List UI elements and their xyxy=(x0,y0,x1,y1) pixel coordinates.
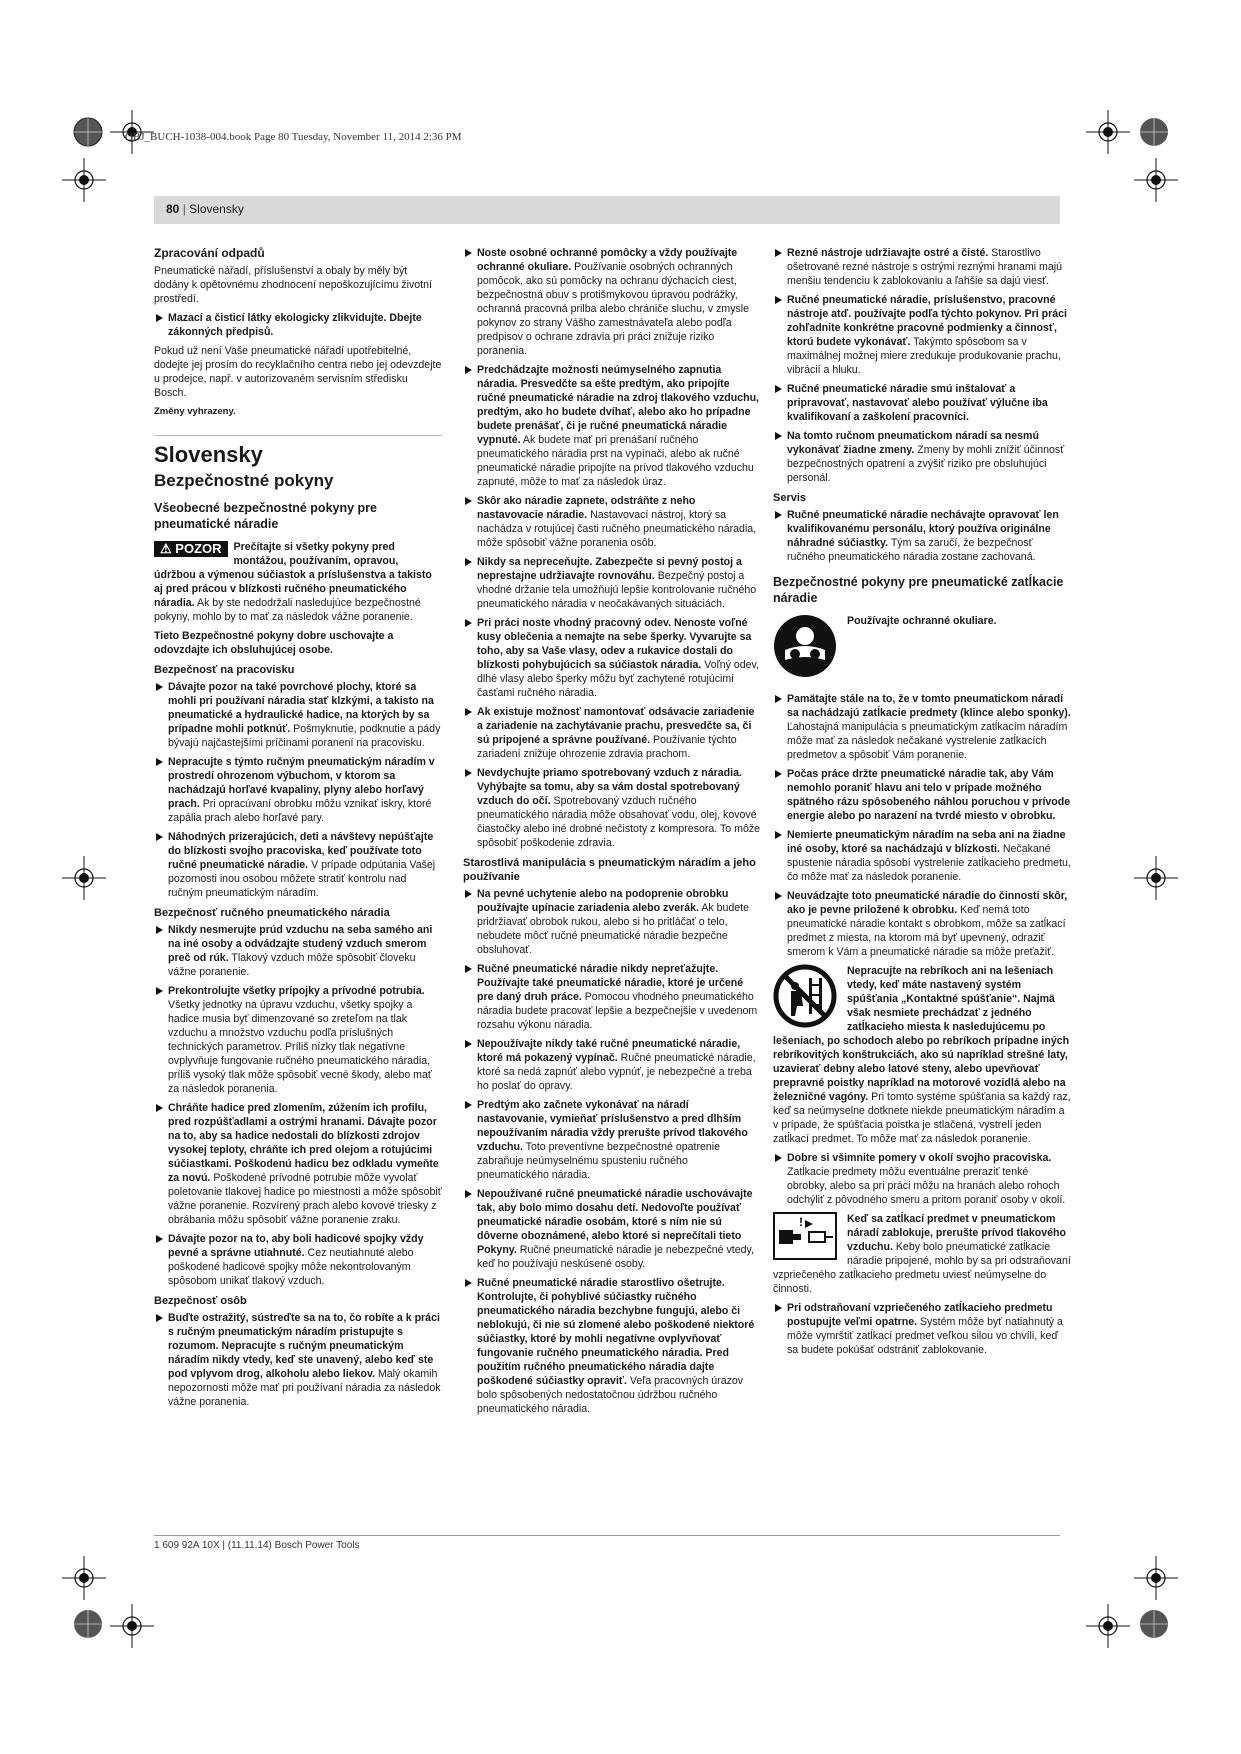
subsection-heading: Bezpečnosť osôb xyxy=(154,1295,247,1307)
blocked-nail-block: ! Keď sa zatĺkací predmet v pneumatickom náradí zablokuje, prerušte prívod tlakového vzduchu. Keby bolo pneumatické zatĺkacie náradie pripojené, mohlo by sa pri odstraňovaní vzpriečeného zatĺkacieho predmetu uviesť neúmyselne do činnosti. xyxy=(773,1213,1071,1295)
bullet-triangle-icon xyxy=(465,1101,472,1109)
warning-block xyxy=(154,540,442,624)
bullet-triangle-icon xyxy=(775,249,782,257)
registration-mark-top-left xyxy=(68,112,108,152)
bullet-triangle-icon xyxy=(156,758,163,766)
crosshair-mark xyxy=(1134,856,1178,900)
bullet-item: Nepracujte s týmto ručným pneumatickým náradím v prostredí ohrozenom výbuchom, v ktorom sa nachádzajú horľavé kvapaliny, plyny alebo horľavý prach. Pri opracúvaní obrobku môžu vznikať iskry, ktoré zapália prach alebo horľavé pary. xyxy=(154,755,442,825)
bullet-triangle-icon xyxy=(775,695,782,703)
crosshair-mark xyxy=(110,1604,154,1648)
section-heading: Bezpečnostné pokyny pre pneumatické zatĺkacie náradie xyxy=(773,575,1064,605)
ladder-warning-block: Nepracujte na rebríkoch ani na lešeniach vtedy, keď máte nastavený systém spúšťania „Kontaktné spúšťanie“. Najmä však nesmiete prechádzať z jedného zatĺkacieho miesta k nasledujúcemu po lešeniach, po schodoch alebo po rebríkoch prípadne iných rebríkovitých konštrukciách, ako sú napríklad strešné laty, uzavierať debny alebo latové steny, alebo upevňovať prepravné poistky napríklad na motorové vozidlá alebo na železničné vagóny. Pri tomto systéme spúšťania sa každý raz, keď sa neúmyselne dotknete niekde pneumatickým náradím a v prípade, že spúšťacia poistka je stlačená, vystrelí jeden zatĺkací predmet. To môže mať za následok poranenie. xyxy=(773,965,1071,1145)
warning-text-rest: Ak by ste nedodržali nasledujúce bezpečnostné pokyny, mohlo by to mať za následok vážne poranenie. xyxy=(154,597,421,623)
language-title: Slovensky xyxy=(154,435,442,462)
bullet-triangle-icon xyxy=(775,770,782,778)
subsection-heading: Servis xyxy=(773,492,807,504)
bullet-item: Nepoužívané ručné pneumatické náradie uschovávajte tak, aby bolo mimo dosahu detí. Nedovoľte používať pneumatické náradie osobám, ktoré s ním nie sú dôverne oboznámené, alebo ktoré si neprečítali tieto Pokyny. Ručné pneumatické náradie je nebezpečné vtedy, keď ho používajú neskúsené osoby. xyxy=(463,1187,761,1271)
crosshair-mark xyxy=(1134,158,1178,202)
safety-goggles-icon xyxy=(773,614,837,678)
bullet-item: Nemierte pneumatickým náradím na seba ani na žiadne iné osoby, ktoré sa nachádzajú v blízkosti. Nečakané spustenie náradia spôsobí vystrelenie zatĺkacieho predmetu, čo môže mať za následok poranenie. xyxy=(773,828,1071,884)
bullet-triangle-icon xyxy=(156,1314,163,1322)
bullet-triangle-icon xyxy=(465,890,472,898)
bullet-item: Dávajte pozor na to, aby boli hadicové spojky vždy pevné a správne utiahnuté. Cez neutiahnuté alebo poškodené hadicové spojky môže nekontrolovaným spôsobom unikať tlakový vzduch. xyxy=(154,1232,442,1288)
crosshair-mark xyxy=(62,856,106,900)
bullet-item: Na pevné uchytenie alebo na podoprenie obrobku používajte upínacie zariadenia alebo zverák. Ak budete pridržiavať obrobok rukou, alebo si ho pritláčať o telo, nebudete môcť ručné pneumatické náradie bezpečne obsluhovať. xyxy=(463,887,761,957)
bullet-triangle-icon xyxy=(775,432,782,440)
bullet-item: Pri práci noste vhodný pracovný odev. Nenoste voľné kusy oblečenia a nemajte na sebe šperky. Vyvarujte sa toho, aby sa Vaše vlasy, odev a rukavice dostali do blízkosti pohybujúcich sa súčiastok náradia. Voľný odev, dlhé vlasy alebo šperky môžu byť zachytené rotujúcimi časťami ručného náradia. xyxy=(463,616,761,700)
svg-text:!: ! xyxy=(799,1215,803,1229)
page-number: 80 xyxy=(166,202,180,216)
bullet-triangle-icon xyxy=(775,385,782,393)
bullet-triangle-icon xyxy=(156,314,163,322)
crosshair-mark xyxy=(1086,110,1130,154)
bullet-item: Neuvádzajte toto pneumatické náradie do činnosti skôr, ako je pevne priložené k obrobku. Keď nemá toto pneumatické náradie kontakt s obrobkom, môže sa zatĺkací predmet z miesta, na ktorom má byť upevnený, odraziť smerom k Vám a pneumatické náradie sa môže preťažiť. xyxy=(773,889,1071,959)
section-heading: Zpracování odpadů xyxy=(154,246,265,260)
bullet-item: Ručné pneumatické náradie, príslušenstvo, pracovné nástroje atď. používajte podľa týchto pokynov. Pri práci zohľadnite konkrétne pracovné podmienky a činnosť, ktorú budete vykonávať. Takýmto spôsobom sa v maximálnej možnej miere zredukuje produkovanie prachu, vibrácií a hluku. xyxy=(773,293,1071,377)
subsection-heading: Bezpečnosť na pracovisku xyxy=(154,664,295,676)
bullet-item: Dávajte pozor na také povrchové plochy, ktoré sa mohli pri používaní náradia stať klzkými, a takisto na pneumatické a hydraulické hadice, na ktorých by sa prípadne mohli potknúť. Pošmyknutie, podknutie a pády bývajú najčastejšími príčinami poranení na pracovisku. xyxy=(154,680,442,750)
subsection-heading: Starostlivá manipulácia s pneumatickým náradím a jeho používanie xyxy=(463,857,756,883)
bullet-item: Noste osobné ochranné pomôcky a vždy používajte ochranné okuliare. Používanie osobných ochranných pomôcok, ako sú pomôcky na ochranu dýchacích ciest, bezpečnostná obuv s protišmykovou úpravou podrážky, ochranná pracovná prilba alebo chrániče sluchu, v zmysle pokynov zo strany Vášho zamestnávateľa alebo podľa predpisov o ochrane zdravia pri práci znižuje riziko poranenia. xyxy=(463,246,761,358)
header-language: Slovensky xyxy=(189,202,244,216)
bullet-item: Mazací a čisticí látky ekologicky zlikvidujte. Dbejte zákonných předpisů. xyxy=(154,311,442,339)
registration-mark-bottom-right xyxy=(1134,1604,1174,1644)
registration-mark-top-right xyxy=(1134,112,1174,152)
bullet-triangle-icon xyxy=(465,769,472,777)
bullet-triangle-icon xyxy=(775,511,782,519)
bullet-item: Ručné pneumatické náradie nikdy nepreťažujte. Používajte také pneumatické náradie, ktoré je určené pre daný druh práce. Pomocou vhodného pneumatického náradia budete pracovať lepšie a bezpečnejšie v uvedenom rozsahu výkonu náradia. xyxy=(463,962,761,1032)
warning-text: Prečítajte si všetky pokyny pred montážou, používaním, opravou, údržbou a výmenou súčiastok a príslušenstva a takisto aj pred prácou v blízkosti ručného pneumatického náradia. xyxy=(154,541,432,609)
bullet-item: Náhodných prizerajúcich, deti a návštevy nepúšťajte do blízkosti svojho pracoviska, keď používate toto ručné pneumatické náradie. V prípade odpútania Vašej pozornosti inou osobou môžete stratiť kontrolu nad ručným pneumatickým náradím. xyxy=(154,830,442,900)
bullet-item: Nepoužívajte nikdy také ručné pneumatické náradie, ktoré má pokazený vypínač. Ručné pneumatické náradie, ktoré sa nedá zapnúť alebo vypnúť, je nebezpečné a treba ho poslať do opravy. xyxy=(463,1037,761,1093)
bullet-triangle-icon xyxy=(156,1104,163,1112)
bullet-triangle-icon xyxy=(775,892,782,900)
bullet-item: Dobre si všimnite pomery v okolí svojho pracoviska. Zatĺkacie predmety môžu eventuálne preraziť tenké obrobky, alebo sa pri práci môžu na hranách alebo rohoch odchýliť z pôvodného smeru a pritom poraniť osoby v okolí. xyxy=(773,1151,1071,1207)
bullet-triangle-icon xyxy=(465,708,472,716)
goggles-text: Používajte ochranné okuliare. xyxy=(847,615,997,627)
bullet-triangle-icon xyxy=(465,1040,472,1048)
bullet-item: Skôr ako náradie zapnete, odstráňte z neho nastavovacie náradie. Nastavovací nástroj, ktorý sa nachádza v rotujúcej časti ručného pneumatického náradia, môže spôsobiť vážne poranenia osôb. xyxy=(463,494,761,550)
column-2 xyxy=(463,246,761,1421)
disconnect-air-icon xyxy=(773,1212,837,1260)
bullet-item: Počas práce držte pneumatické náradie tak, aby Vám nemohlo poraniť hlavu ani telo v prípade možného spätného rázu spôsobeného náhlou poruchou v prívode energie alebo po narazení na tvrdé miesto v obrobku. xyxy=(773,767,1071,823)
bullet-item: Nevdychujte priamo spotrebovaný vzduch z náradia. Vyhýbajte sa tomu, aby sa vám dostal spotrebovaný vzduch do očí. Spotrebovaný vzduch ručného pneumatického náradia môže obsahovať vodu, olej, kovové čiastočky alebo iné drobné nečistoty z kompresora. To môže spôsobiť poškodenie zdravia. xyxy=(463,766,761,850)
crosshair-mark xyxy=(1086,1604,1130,1648)
page-header xyxy=(154,196,1060,224)
bullet-triangle-icon xyxy=(465,497,472,505)
bullet-item: Ak existuje možnosť namontovať odsávacie zariadenie a zariadenie na zachytávanie prachu, presvedčte sa, či sú pripojené a správne používané. Používanie týchto zariadení znižuje ohrozenie zdravia prachom. xyxy=(463,705,761,761)
page-footer: 1 609 92A 10X | (11.11.14) Bosch Power Tools xyxy=(154,1540,360,1551)
bullet-item: Nikdy nesmerujte prúd vzduchu na seba samého ani na iné osoby a odvádzajte studený vzduch smerom preč od rúk. Tlakový vzduch môže spôsobiť človeku vážne poranenie. xyxy=(154,923,442,979)
bullet-item: Ručné pneumatické náradie nechávajte opravovať len kvalifikovanému personálu, ktorý používa originálne náhradné súčiastky. Tým sa zaručí, že bezpečnosť ručného pneumatického náradia zostane zachovaná. xyxy=(773,508,1071,564)
goggles-block xyxy=(773,614,1071,682)
registration-mark-bottom-left xyxy=(68,1604,108,1644)
bullet-item: Pri odstraňovaní vzpriečeného zatĺkacieho predmetu postupujte veľmi opatrne. Systém môže byť natiahnutý a môže vymrštiť zatĺkací predmet veľkou silou vo chvíli, keď sa budete pokúšať odstrániť zablokovanie. xyxy=(773,1301,1071,1357)
bullet-triangle-icon xyxy=(465,366,472,374)
bullet-triangle-icon xyxy=(156,926,163,934)
section-heading: Všeobecné bezpečnostné pokyny pre pneumatické náradie xyxy=(154,501,377,531)
column-1 xyxy=(154,246,442,1414)
changes-note: Změny vyhrazeny. xyxy=(154,406,236,417)
bullet-item: Chráňte hadice pred zlomením, zúžením ich profilu, pred rozpúšťadlami a ostrými hranami. Dávajte pozor na to, aby sa hadice nedostali do blízkosti zdrojov vysokej teploty, chráňte ich pred olejom a rotujúcimi súčiastkami. Poškodenú hadicu bez odkladu vymeňte za novú. Poškodené prívodné potrubie môže vyvolať poletovanie tlakovej hadice po miestnosti a môže spôsobiť vážne poranenie. Rozvírený prach alebo kovové triesky z obrábania môžu spôsobiť vážne poranenie zraku. xyxy=(154,1101,442,1227)
bullet-triangle-icon xyxy=(465,1279,472,1287)
page-header-label xyxy=(166,202,244,216)
bullet-triangle-icon xyxy=(775,1304,782,1312)
bullet-item: Ručné pneumatické náradie starostlivo ošetrujte. Kontrolujte, či pohyblivé súčiastky ručného pneumatického náradia bezchybne fungujú, alebo či neblokujú, či nie sú zlomené alebo poškodené niektoré súčiastky, ktoré by mohli negatívne ovplyvňovať fungovanie ručného pneumatického náradia. Pred použitím ručného pneumatického náradia dajte poškodené súčiastky opraviť. Veľa pracovných úrazov bolo spôsobených nedostatočnou údržbou ručného pneumatického náradia. xyxy=(463,1276,761,1416)
bullet-item: Na tomto ručnom pneumatickom náradí sa nesmú vykonávať žiadne zmeny. Zmeny by mohli znížiť účinnosť bezpečnostných opatrení a zvýšiť riziko pre obsluhujúci personál. xyxy=(773,429,1071,485)
header-separator: | xyxy=(179,202,190,216)
bullet-item: Predtým ako začnete vykonávať na náradí nastavovanie, vymieňať príslušenstvo a pred dlhším nepoužívaním náradia vždy prerušte prívod tlakového vzduchu. Toto preventívne bezpečnostné opatrenie zabraňuje neúmyselnému spusteniu ručného pneumatického náradia. xyxy=(463,1098,761,1182)
bullet-item: Ručné pneumatické náradie smú inštalovať a pripravovať, nastavovať alebo používať výlučne iba kvalifikovaní a zaškolení pracovníci. xyxy=(773,382,1071,424)
bullet-triangle-icon xyxy=(156,833,163,841)
bullet-triangle-icon xyxy=(775,1154,782,1162)
book-info: OBJ_BUCH-1038-004.book Page 80 Tuesday, November 11, 2014 2:36 PM xyxy=(125,131,462,143)
bullet-item: Predchádzajte možnosti neúmyselného zapnutia náradia. Presvedčte sa ešte predtým, ako pripojíte ručné pneumatické náradie na zdroj tlakového vzduchu, predtým, ako ho budete dvíhať, alebo ako ho prípadne budete prenášať, či je ručné pneumatická náradie vypnuté. Ak budete mať pri prenášaní ručného pneumatického náradia prst na vypínači, alebo ak ručné pneumatické náradie pripojíte na prívod tlakového vzduchu zapnuté, môže to mať za následok úraz. xyxy=(463,363,761,489)
warning-label: ⚠ POZOR xyxy=(154,541,228,557)
footer-divider xyxy=(154,1535,1060,1536)
column-3 xyxy=(773,246,1071,1362)
bullet-triangle-icon xyxy=(156,1235,163,1243)
keep-instructions: Tieto Bezpečnostné pokyny dobre uschovajte a odovzdajte ich obsluhujúcej osobe. xyxy=(154,630,394,656)
bullet-triangle-icon xyxy=(775,296,782,304)
paragraph: Pokud už není Vaše pneumatické nářadí upotřebitelné, dodejte jej prosím do recyklačního centra nebo jej odevzdejte u prodejce, např. v autorizovaném servisním středisku Bosch. xyxy=(154,345,442,399)
bullet-item: Pamätajte stále na to, že v tomto pneumatickom náradí sa nachádzajú zatĺkacie predmety (klince alebo sponky). Ľahostajná manipulácia s pneumatickým zatĺkacím náradím môže mať za následok nečakané vystrelenie zatĺkacích predmetov a spôsobiť Vám poranenie. xyxy=(773,692,1071,762)
bullet-triangle-icon xyxy=(156,683,163,691)
bullet-triangle-icon xyxy=(465,965,472,973)
crosshair-mark xyxy=(62,158,106,202)
bullet-item: Buďte ostražitý, sústreďte sa na to, čo robíte a k práci s ručným pneumatickým náradím pristupujte s rozumom. Nepracujte s ručným pneumatickým náradím nikdy vtedy, keď ste unavený, alebo keď ste pod vplyvom drog, alkoholu alebo liekov. Malý okamih nepozornosti môže mať pri používaní náradia za následok vážne poranenia. xyxy=(154,1311,442,1409)
crosshair-mark xyxy=(1134,1556,1178,1600)
subsection-heading: Bezpečnosť ručného pneumatického náradia xyxy=(154,907,390,919)
bullet-item: Rezné nástroje udržiavajte ostré a čisté. Starostlivo ošetrované rezné nástroje s ostrými reznými hranami majú menšiu tendenciu k zablokovaniu a ľahšie sa dajú viesť. xyxy=(773,246,1071,288)
safety-title: Bezpečnostné pokyny xyxy=(154,471,334,490)
no-ladder-icon xyxy=(773,964,837,1028)
bullet-triangle-icon xyxy=(465,249,472,257)
bullet-item: Prekontrolujte všetky prípojky a prívodné potrubia. Všetky jednotky na úpravu vzduchu, všetky spojky a hadice musia byť dimenzované so zreteľom na tlak vzduchu a množstvo vzduchu podľa príslušných technických parametrov. Príliš nízky tlak negatívne ovplyvňuje fungovanie ručného pneumatického náradia, príliš vysoký tlak môže spôsobiť vecné škody, alebo mať za následok poranenia. xyxy=(154,984,442,1096)
bullet-triangle-icon xyxy=(156,987,163,995)
bullet-triangle-icon xyxy=(465,619,472,627)
bullet-triangle-icon xyxy=(465,1190,472,1198)
crosshair-mark xyxy=(62,1556,106,1600)
bullet-item: Nikdy sa nepreceňujte. Zabezpečte si pevný postoj a neprestajne udržiavajte rovnováhu. Bezpečný postoj a vhodné držanie tela umožňujú lepšie kontrolovanie ručného pneumatického náradia v neočakávaných situáciách. xyxy=(463,555,761,611)
bullet-triangle-icon xyxy=(465,558,472,566)
bullet-triangle-icon xyxy=(775,831,782,839)
paragraph: Pneumatické nářadí, příslušenství a obaly by měly být dodány k opětovnému zhodnocení nepoškozujícímu životní prostředí. xyxy=(154,265,432,305)
